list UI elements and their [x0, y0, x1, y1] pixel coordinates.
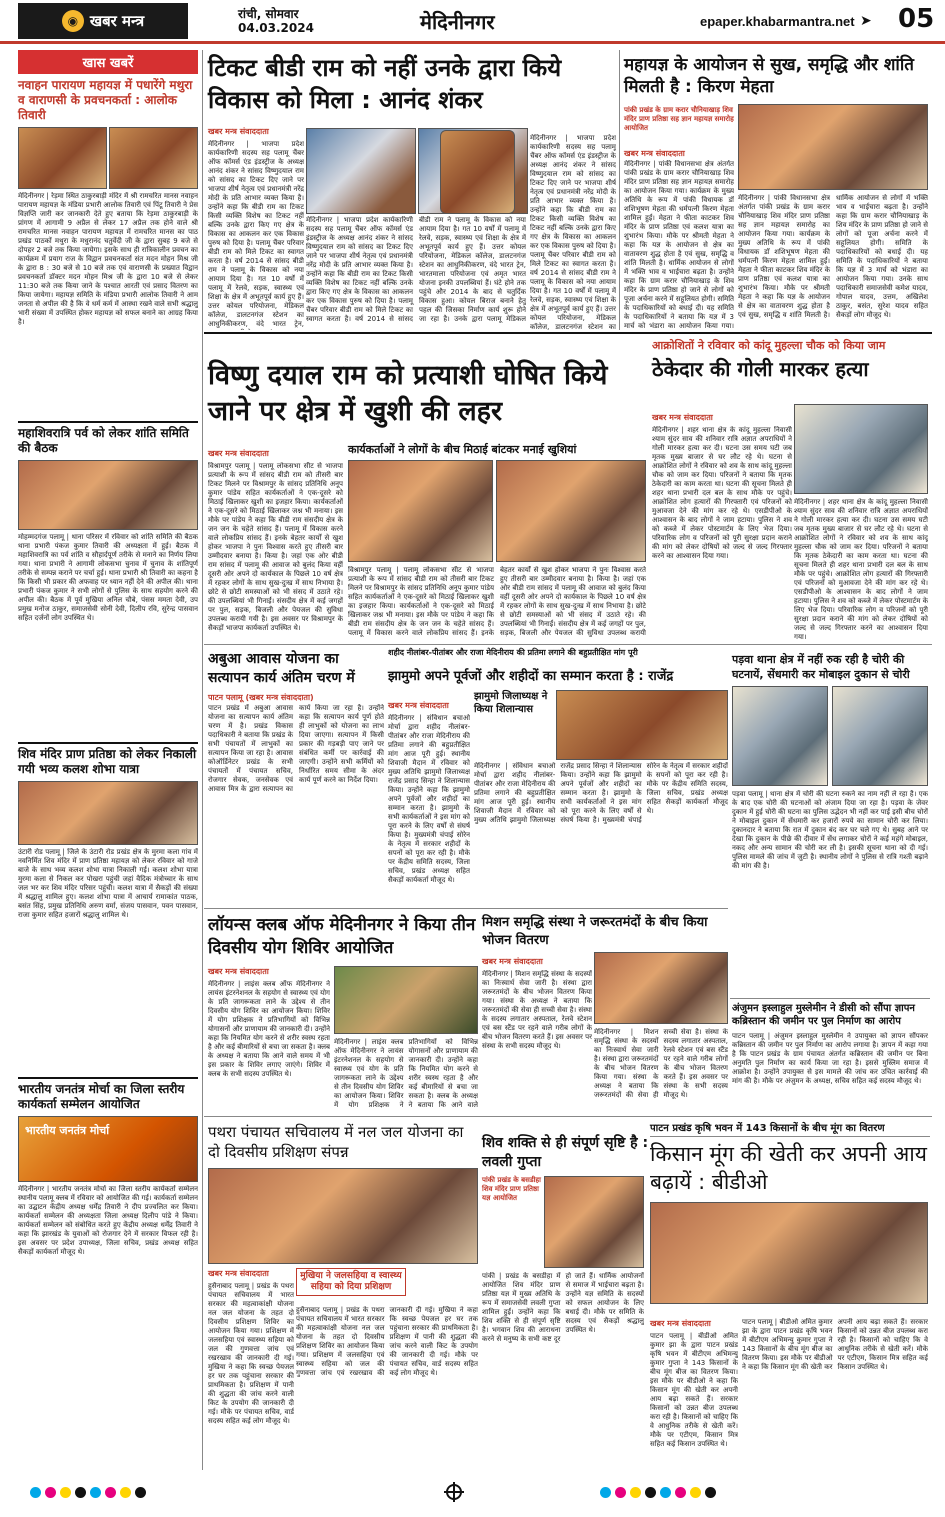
- kisan-body-col1: पाटन पलामू | बीडीओ अमित कुमार झा के द्वारा पाटन प्रखंड कृषि भवन में बीटीएम अभिमन्यु कुमार गुप्ता ने 143 किसानों के बीच मूंग बीज का वितरण किया। इस मौके पर बीडीओ ने कहा कि किसान मूंग की खेती कर अपनी आय बढ़ा सकते हैं। सरकार किसानों को उन्नत बीज उपलब्ध करा रही है। किसानों को चाहिए कि वे आधुनिक तरीके से खेती करें। मौके पर एटीएम, किसान मित्र सहित कई किसान उपस्थित थे।: [650, 1332, 738, 1448]
- kiran-photo: [738, 104, 928, 190]
- murder-body-col1: मेदिनीनगर | शहर थाना क्षेत्र के कांदू मुहल्ला निवासी श्याम सुंदर साव की शनिवार रात्रि अज्ञात अपराधियों ने गोली मारकर हत्या कर दी। घटना उस समय घटी जब मृतक मुख्य बाजार से घर लौट रहे थे। घटना से आक्रोशित लोगों ने रविवार को शव के साथ कांदू मुहल्ला चौक को जाम कर दिया। परिजनों ने बताया कि मृतक ठेकेदारी का काम करता था। घटना की सूचना मिलते ही शहर थाना प्रभारी दल बल के साथ मौके पर पहुंचे। आक्रोशित लोग हत्यारों की गिरफ्तारी एवं परिजनों को मुआवजा देने की मांग कर रहे थे। एसडीपीओ के आश्वासन के बाद लोगों ने जाम हटाया। पुलिस ने शव को कब्जे में लेकर पोस्टमार्टम के लिए भेज दिया। परिवारिक लोग व परिजनों को पूरी सुरक्षा प्रदान कराने की मांग को लेकर दोषियों को जल्द से जल्द गिरफ्तार करने का आश्वासन दिया गया।: [652, 426, 792, 560]
- color-dot: [45, 1487, 56, 1498]
- color-dot: [135, 1487, 146, 1498]
- color-dot: [90, 1487, 101, 1498]
- lead-headline: टिकट बीडी राम को नहीं उनके द्वारा किये विकास को मिला : आनंद शंकर: [208, 54, 562, 114]
- shaheed-byline-wrap: [388, 700, 470, 714]
- section-rule: [204, 644, 932, 645]
- color-dots-right: [600, 1487, 716, 1498]
- shaheed-kicker: शहीद नीलांबर-पीतांबर और राजा मेदिनीराय की प्रतिमा लगाने की बहुप्रतीक्षित मांग पूरी: [388, 648, 638, 657]
- sidebar-column: [18, 50, 198, 1460]
- section-rule: [204, 908, 728, 909]
- shaheed-body-col2: मेदिनीनगर | संविधान बचाओ मोर्चा द्वारा शहीद नीलांबर-पीतांबर और राजा मेदिनीराय की प्रतिमा लगाने की बहुप्रतीक्षित मांग आज पूरी हुई। स्थानीय शिवाजी मैदान में रविवार को मुख्य अतिथि झामुमो जिलाध्यक्ष राजेंद्र प्रसाद सिन्हा ने शिलान्यास किया। उन्होंने कहा कि झामुमो अपने पूर्वजों और शहीदों का सम्मान करता है। झामुमो के सभी कार्यकर्ताओं ने इस मांग को पूरा करने के लिए वर्षों से संघर्ष किया है। मुख्यमंत्री चंपाई सोरेन के नेतृत्व में सरकार शहीदों के सपनों को पूरा कर रही है। मौके पर केंद्रीय समिति सदस्य, जिला सचिव, प्रखंड अध्यक्ष सहित सैकड़ों कार्यकर्ता मौजूद थे।: [474, 762, 728, 824]
- mission-body-col2: मेदिनीनगर | मिशन समृद्धि संस्था के सदस्यों का निःस्वार्थ सेवा जारी है। संस्था द्वारा जरूरतमंदों के बीच भोजन वितरण किया गया। संस्था के अध्यक्ष ने बताया कि जरूरतमंदों की सेवा ही सच्ची सेवा है। संस्था के सदस्य लगातार अस्पताल, रेलवे स्टेशन एवं बस स्टैंड पर रहने वाले गरीब लोगों के बीच भोजन वितरण करते हैं। इस अवसर पर संस्था के सभी सदस्य मौजूद थे।: [594, 1028, 728, 1099]
- lions-byline-wrap: [208, 966, 330, 980]
- mission-body-col1: मेदिनीनगर | मिशन समृद्धि संस्था के सदस्यों का निःस्वार्थ सेवा जारी है। संस्था द्वारा जरूरतमंदों के बीच भोजन वितरण किया गया। संस्था के अध्यक्ष ने बताया कि जरूरतमंदों की सेवा ही सच्ची सेवा है। संस्था के सदस्य लगातार अस्पताल, रेलवे स्टेशन एवं बस स्टैंड पर रहने वाले गरीब लोगों के बीच भोजन वितरण करते हैं। इस अवसर पर संस्था के सभी सदस्य मौजूद थे।: [482, 970, 592, 1050]
- logo-text: खबर मन्त्र: [89, 11, 145, 30]
- color-dot: [120, 1487, 131, 1498]
- lovely-caption: पांकी प्रखंड के बसडीहा शिव मंदिर प्राण प्रतिष्ठा यज्ञ आयोजित: [482, 1176, 541, 1202]
- patan-byline: खबर मन्त्र संवाददाता: [208, 1269, 269, 1278]
- patan-body-col1: हुसैनाबाद पलामू | प्रखंड के पथरा पंचायत सचिवालय में भारत सरकार की महत्वाकांक्षी योजना नल जल योजना के तहत दो दिवसीय प्रशिक्षण शिविर का आयोजन किया गया। प्रशिक्षण में जलसहिया एवं स्वास्थ्य सहिया को जल की गुणवत्ता जांच एवं रखरखाव की जानकारी दी गई। मुखिया ने कहा कि स्वच्छ पेयजल हर घर तक पहुंचाना सरकार की प्राथमिकता है। प्रशिक्षण में पानी की शुद्धता की जांच करने वाली किट के उपयोग की जानकारी दी गई। मौके पर पंचायत सचिव, वार्ड सदस्य सहित कई लोग मौजूद थे।: [208, 1282, 294, 1425]
- mission-byline: खबर मन्त्र संवाददाता: [482, 957, 543, 966]
- lead-photo-anand-shankar: [440, 130, 515, 214]
- kisan-headline: किसान मूंग की खेती कर अपनी आय बढ़ायें : बीडीओ: [650, 1142, 927, 1194]
- edition-name: मेदिनीनगर: [420, 10, 495, 34]
- theft-photo-a: [732, 686, 828, 786]
- murder-byline: खबर मन्त्र संवाददाता: [652, 413, 713, 422]
- logo-mark-icon: ◉: [62, 10, 84, 32]
- color-dot: [675, 1487, 686, 1498]
- color-dot: [30, 1487, 41, 1498]
- color-dot: [660, 1487, 671, 1498]
- sidebar-story-1-headline: नवाहन पारायण महायज्ञ में पधारेंगे मथुरा व वाराणसी के प्रवचनकर्ता : आलोक तिवारी: [18, 78, 193, 122]
- bdram-headline: विष्णु दयाल राम को प्रत्याशी घोषित किये जाने पर क्षेत्र में खुशी की लहर: [208, 360, 608, 427]
- epaper-url[interactable]: epaper.khabarmantra.net: [700, 14, 855, 29]
- lions-body-col1: मेदिनीनगर | लाइंस क्लब ऑफ मेदिनीनगर ने लायंस इंटरनेशनल के सहयोग से स्वास्थ्य एवं योग के प्रति जागरूकता लाने के उद्देश्य से तीन दिवसीय योग शिविर का आयोजन किया। शिविर में योग प्रशिक्षक ने प्रतिभागियों को विभिन्न योगासनों और प्राणायाम की जानकारी दी। उन्होंने कहा कि नियमित योग करने से शरीर स्वस्थ रहता है और कई बीमारियों से बचा जा सकता है। क्लब के अध्यक्ष ने बताया कि आने वाले समय में भी इस प्रकार के शिविर लगाए जाएंगे। शिविर में क्लब के सभी सदस्य उपस्थित थे।: [208, 980, 330, 1078]
- sidebar-story-3-headline: शिव मंदिर प्राण प्रतिष्ठा को लेकर निकाली गयी भव्य कलश शोभा यात्रा: [18, 742, 198, 777]
- column-rule: [619, 50, 620, 330]
- anjuman-headline: अंजुमन इस्लाहुल मुस्लेमीन ने डीसी को सौंपा ज्ञापन कब्रिस्तान की जमीन पर पुल निर्माण का आरोप: [732, 1003, 915, 1027]
- print-registration-bar: [0, 1478, 945, 1506]
- lead-byline-wrap: [208, 126, 304, 140]
- shaheed-byline: खबर मन्त्र संवाददाता: [388, 701, 449, 710]
- newspaper-logo: [18, 3, 188, 39]
- sidebar-story-3-body: उंटारी रोड पलामू | जिले के उंटारी रोड प्रखंड क्षेत्र के मुरमा कला गांव में नवनिर्मित शिव मंदिर में प्राण प्रतिष्ठा महायज्ञ को लेकर रविवार को गाजे बाजे के साथ भव्य कलश शोभा यात्रा निकाली गई। कलश शोभा यात्रा मुरमा कला से निकल कर पोखरा पहुंची जहां वैदिक मंत्रोच्चार के साथ जल भर कर शिव मंदिर परिसर पहुंची। कलश यात्रा में सैकड़ों की संख्या में श्रद्धालु शामिल हुए। कलश शोभा यात्रा में आचार्य रामाकांत पाठक, बसंत सिंह, प्रमुख प्रतिनिधि अरुण वर्मा, संजय पासवान, पवन पासवान, राजा कुमार सहित हजारों श्रद्धालु शामिल थे।: [18, 848, 198, 919]
- murder-headline: ठेकेदार की गोली मारकर हत्या: [652, 357, 869, 381]
- murder-byline-wrap: [652, 412, 792, 426]
- section-rule: [204, 332, 932, 334]
- lions-body-col2: मेदिनीनगर | लाइंस क्लब ऑफ मेदिनीनगर ने लायंस इंटरनेशनल के सहयोग से स्वास्थ्य एवं योग के प्रति जागरूकता लाने के उद्देश्य से तीन दिवसीय योग शिविर का आयोजन किया। शिविर में योग प्रशिक्षक ने प्रतिभागियों को विभिन्न योगासनों और प्राणायाम की जानकारी दी। उन्होंने कहा कि नियमित योग करने से शरीर स्वस्थ रहता है और कई बीमारियों से बचा जा सकता है। क्लब के अध्यक्ष ने बताया कि आने वाले: [334, 1038, 478, 1109]
- color-dot: [75, 1487, 86, 1498]
- dateline-date: 04.03.2024: [238, 20, 314, 35]
- mission-headline: मिशन समृद्धि संस्था ने जरूरतमंदों के बीच किया भोजन वितरण: [482, 915, 708, 948]
- sidebar-story-3-photo: [18, 781, 198, 845]
- bdram-byline: खबर मन्त्र संवाददाता: [208, 449, 269, 458]
- section-rule: [730, 998, 930, 999]
- lions-photo: [334, 966, 478, 1034]
- sidebar-story-2-photo: [18, 460, 198, 530]
- mission-byline-wrap: [482, 956, 592, 970]
- color-dot: [60, 1487, 71, 1498]
- sidebar-story-4-headline: भारतीय जनतंत्र मोर्चा का जिला स्तरीय कार्यकर्ता सम्मेलन आयोजित: [18, 1077, 198, 1112]
- dateline: [238, 7, 314, 35]
- sidebar-label: खास खबरें: [18, 50, 198, 74]
- kisan-byline: खबर मन्त्र संवाददाता: [650, 1319, 711, 1328]
- kisan-body-col2: पाटन पलामू | बीडीओ अमित कुमार झा के द्वारा पाटन प्रखंड कृषि भवन में बीटीएम अभिमन्यु कुमार गुप्ता ने 143 किसानों के बीच मूंग बीज का वितरण किया। इस मौके पर बीडीओ ने कहा कि किसान मूंग की खेती कर अपनी आय बढ़ा सकते हैं। सरकार किसानों को उन्नत बीज उपलब्ध करा रही है। किसानों को चाहिए कि वे आधुनिक तरीके से खेती करें। मौके पर एटीएम, किसान मित्र सहित कई किसान उपस्थित थे।: [742, 1318, 928, 1371]
- theft-body: पड़वा पलामू | थाना क्षेत्र में चोरी की घटना रुकने का नाम नहीं ले रहा है। एक के बाद एक चोरी की घटनाओं को अंजाम दिया जा रहा है। पड़वा के जेवर दुकान में हुई चोरी की घटना का पुलिस उद्भेदन भी नहीं कर पाई इसी बीच चोरों ने मोबाइल दुकान में सेंधमारी कर हजारों रुपये का सामान चोरी कर लिया। दुकानदार ने बताया कि रात में दुकान बंद कर घर चले गए थे। सुबह आने पर देखा कि दुकान के पीछे की दीवार में सेंध लगाकर चोरों ने कई महंगे मोबाइल, नकद और अन्य सामान की चोरी कर ली है। इसकी सूचना थाना को दी गई। पुलिस मामले की जांच में जुटी है। स्थानीय लोगों ने पुलिस से रात्रि गश्ती बढ़ाने की मांग की है।: [732, 790, 928, 870]
- bdram-byline-wrap: [208, 448, 338, 462]
- registration-mark-icon: [446, 1484, 462, 1500]
- patan-byline-wrap: [208, 1268, 294, 1282]
- color-dot: [105, 1487, 116, 1498]
- masthead: [0, 0, 945, 44]
- lions-byline: खबर मन्त्र संवाददाता: [208, 967, 269, 976]
- bdram-photo-a: [348, 460, 493, 562]
- patan-headline: पथरा पंचायत सचिवालय में नल जल योजना का दो दिवसीय प्रशिक्षण संपन्न: [208, 1123, 464, 1161]
- bdram-body-col2: विश्रामपुर पलामू | पलामू लोकसभा सीट से भाजपा प्रत्याशी के रूप में सांसद बीडी राम को तीसरी बार टिकट मिलने पर विश्रामपुर के सांसद प्रतिनिधि अनूप कुमार पांडेय सहित कार्यकर्ताओं ने एक-दूसरे को मिठाई खिलाकर खुशी का इजहार किया। कार्यकर्ताओं ने एक-दूसरे को मिठाई खिलाकर जश्न भी मनाया। इस मौके पर पांडेय ने कहा कि बीडी राम संसदीय क्षेत्र के जन जन के चहेते सांसद हैं। पलामू में विकास करने वाले लोकप्रिय सांसद हैं। इनके बेहतर कार्यों से खुश होकर भाजपा ने पुनः विश्वास करते हुए तीसरी बार उम्मीदवार बनाया है। किया है। जहां एक ओर बीडी राम सांसद में पलामू की आवाज को बुलंद किया वहीं दूसरी ओर अपने दो कार्यकाल के पिछले 10 वर्ष क्षेत्र में रहकर लोगों के साथ सुख-दुःख में साथ निभाया है। छोटे से छोटी समस्याओं को भी संसद में उठाते रहे। की उपलब्धियां भी गिनाईं। संसदीय क्षेत्र में कई जगहों पर पुल, सड़क, बिजली और पेयजल की सुविधा उपलब्ध करायी: [348, 566, 646, 637]
- color-dot: [645, 1487, 656, 1498]
- lovely-body: पांकी | प्रखंड के बसडीहा में आयोजित शिव मंदिर प्राण प्रतिष्ठा यज्ञ में मुख्य अतिथि के रूप में समाजसेवी लवली गुप्ता शामिल हुईं। उन्होंने कहा कि शिव शक्ति से ही संपूर्ण सृष्टि है। भगवान शिव की आराधना करने से मनुष्य के सभी कष्ट दूर हो जाते हैं। धार्मिक आयोजनों से समाज में भाईचारा बढ़ता है। उन्होंने यज्ञ समिति के सदस्यों को सफल आयोजन के लिए बधाई दी। मौके पर समिति के सदस्य एवं सैकड़ों श्रद्धालु उपस्थित थे।: [482, 1272, 644, 1343]
- color-dots-left: [30, 1487, 146, 1498]
- sidebar-story-4-photo: [18, 1116, 198, 1182]
- color-dot: [615, 1487, 626, 1498]
- kisan-kicker: पाटन प्रखंड कृषि भवन में 143 किसानों के बीच मूंग का वितरण: [650, 1120, 930, 1137]
- lions-headline: लॉयन्स क्लब ऑफ मेदिनीनगर ने किया तीन दिवसीय योग शिविर आयोजित: [208, 915, 476, 958]
- page-number: 05: [898, 4, 935, 34]
- kiran-headline: महायज्ञ के आयोजन से सुख, समृद्धि और शांति मिलती है : किरण मेहता: [624, 55, 914, 97]
- sidebar-story-1-body: मेदिनीनगर | रेड़मा स्थित ठाकुरबाड़ी मंदिर में श्री रामचरित मानस नवाहन पारायण महायज्ञ के मंडिया प्रभारी आलोक तिवारी एवं पिंटू तिवारी ने प्रेस विज्ञप्ति जारी कर जानकारी देते हुए बताया कि रेड़मा ठाकुरबाड़ी के प्रांगण में आगामी 9 अप्रैल से लेकर 17 अप्रैल तक होने वाले श्री रामचरित मानस नवाहन पारायण महायज्ञ में रामचरित मानस का पाठ प्रखंड पाठकों मथुरा के मधुरानंद चतुर्वेदी जी के द्वारा सुबह 9 बजे से दोपहर 2 बजे तक किया जायेगा। इसके साथ ही रात्रिकालीन प्रवचन का कार्यक्रम में प्रयाग राज के विद्वान प्रवचनकर्ता संत मदन मोहन मिश्र जी के द्वारा 8 : 30 बजे से 10 बजे तक एवं वाराणसी के प्रख्यात विद्वान प्रवचनकर्ता डॉक्टर मदन मोहन मिश्र जी के द्वारा 10 बजे से लेकर 11:30 बजे तक किया जाने के पश्चात आरती एवं प्रसाद वितरण का किया जायेगा। महायज्ञ समिति के मंडिया प्रभारी आलोक तिवारी ने आम जनता से अपील की है कि वे धर्म कर्म में आस्था रखने वाले सभी श्रद्धालु भारी संख्या में उपस्थित होकर महायज्ञ को सफल बनाने का आग्रह किया है।: [18, 192, 198, 326]
- lead-body-col3: मेदिनीनगर | भाजपा प्रदेश कार्यकारिणी सदस्य सह पलामू चैंबर ऑफ कॉमर्स एंड इंडस्ट्रीज के अध्यक्ष आनंद शंकर ने सांसद विष्णुदयाल राम को सांसद का टिकट दिए जाने पर भाजपा शीर्ष नेतृत्व एवं प्रधानमंत्री नरेंद्र मोदी के प्रति आभार व्यक्त किया है। उन्होंने कहा कि बीडी राम का टिकट किसी व्यक्ति विशेष का टिकट नहीं बल्कि उनके द्वारा किए गए क्षेत्र के विकास का आकलन कर एक विकास पुरुष को दिया है। पलामू चैंबर परिवार बीडी राम को मिले टिकट का स्वागत करता है। वर्ष 2014 से सांसद बीडी राम ने पलामू के विकास को नया आयाम दिया है। गत 10 वर्षों में पलामू में रेलवे, सड़क, स्वास्थ्य एवं शिक्षा के क्षेत्र में अभूतपूर्व कार्य हुए हैं। उत्तर कोयल परियोजना, मेडिकल कॉलेज, डालटनगंज स्टेशन का: [530, 134, 616, 330]
- color-dot: [690, 1487, 701, 1498]
- lovely-headline: शिव शक्ति से ही संपूर्ण सृष्टि है : लवली गुप्ता: [482, 1135, 649, 1170]
- patan-photo: [208, 1168, 478, 1264]
- dateline-city: रांची, सोमवार: [238, 6, 299, 21]
- bdram-photo-b: [496, 460, 646, 562]
- awas-body: पाटन प्रखंड में अबुआ आवास योजना का सत्यापन कार्य अंतिम चरण में है। प्रखंड विकास पदाधिकारी ने बताया कि प्रखंड के सभी पंचायतों में लाभुकों का सत्यापन किया जा रहा है। आवास कोऑर्डिनेटर प्रखंड के सभी पंचायतों में पंचायत सचिव, रोजगार सेवक, जनसेवक एवं आवास मित्र के द्वारा सत्यापन का कार्य किया जा रहा है। उन्होंने कहा कि सत्यापन कार्य पूर्ण होते ही लाभुकों को योजना का लाभ दिया जाएगा। सत्यापन में किसी प्रकार की गड़बड़ी पाए जाने पर संबंधित कर्मी पर कार्रवाई की जाएगी। उन्होंने सभी कर्मियों को निर्धारित समय सीमा के अंदर कार्य पूर्ण करने का निर्देश दिया।: [208, 704, 384, 793]
- section-rule: [204, 1116, 932, 1117]
- lovely-photo: [544, 1176, 644, 1268]
- kiran-body-col1: मेदिनीनगर | पांकी विधानसभा क्षेत्र अंतर्गत पांकी प्रखंड के ग्राम करार चौनियाखाड़ शिव मंदिर प्राण प्रतिष्ठा सह ज्ञान महायज्ञ समारोह का आयोजन किया गया। कार्यक्रम के मुख्य अतिथि के रूप में पांकी विधायक डॉ शशिभूषण मेहता की धर्मपत्नी किरण मेहता शामिल हुईं। मेहता ने फीता काटकर शिव मंदिर के प्राण प्रतिष्ठा एवं कलश यात्रा का शुभारंभ किया। मौके पर श्रीमती मेहता ने कहा कि यज्ञ के आयोजन से क्षेत्र का वातावरण शुद्ध होता है एवं सुख, समृद्धि व शांति मिलती है। धार्मिक आयोजन से लोगों में भक्ति भाव व भाईचारा बढ़ता है। उन्होंने कहा कि ग्राम करार चौनियाखाड़ के शिव मंदिर के प्राण प्रतिष्ठा हो जाने से लोगों को पूजा अर्चना करने में सहूलियत होगी। समिति के पदाधिकारियों को बधाई दी। यह समिति के पदाधिकारियों ने बताया कि यज्ञ में 3 मार्च को भंडारा का आयोजन किया गया।: [624, 160, 734, 330]
- kisan-photo: [650, 1202, 928, 1304]
- sidebar-story-1-photo-b: [109, 127, 198, 189]
- shaheed-headline: झामुमो अपने पूर्वजों और शहीदों का सम्मान करता है : राजेंद्र: [388, 669, 674, 684]
- lead-body-col2: मेदिनीनगर | भाजपा प्रदेश कार्यकारिणी सदस्य सह पलामू चैंबर ऑफ कॉमर्स एंड इंडस्ट्रीज के अध्यक्ष आनंद शंकर ने सांसद विष्णुदयाल राम को सांसद का टिकट दिए जाने पर भाजपा शीर्ष नेतृत्व एवं प्रधानमंत्री नरेंद्र मोदी के प्रति आभार व्यक्त किया है। उन्होंने कहा कि बीडी राम का टिकट किसी व्यक्ति विशेष का टिकट नहीं बल्कि उनके द्वारा किए गए क्षेत्र के विकास का आकलन कर एक विकास पुरुष को दिया है। पलामू चैंबर परिवार बीडी राम को मिले टिकट का स्वागत करता है। वर्ष 2014 से सांसद बीडी राम ने पलामू के विकास को नया आयाम दिया है। गत 10 वर्षों में पलामू में रेलवे, सड़क, स्वास्थ्य एवं शिक्षा के क्षेत्र में अभूतपूर्व कार्य हुए हैं। उत्तर कोयल परियोजना, मेडिकल कॉलेज, डालटनगंज स्टेशन का आधुनिकीकरण, वंदे भारत ट्रेन, भारतमाला परियोजना एवं अमृत भारत योजना इनकी उपलब्धियां हैं। घंटे होने तक पहुंचे और 2014 के बाद से चतुर्दिक विकास हुआ। कोयल बिराज बनाने हेतु पहल की जिसका निर्माण कार्य शुरू होने जा रहा है। उनके द्वारा पलामू मेडिकल: [306, 216, 526, 323]
- cursor-icon: ➤: [860, 13, 872, 29]
- mission-photo: [594, 952, 728, 1024]
- bdram-body-col1: विश्रामपुर पलामू | पलामू लोकसभा सीट से भाजपा प्रत्याशी के रूप में सांसद बीडी राम को तीसरी बार टिकट मिलने पर विश्रामपुर के सांसद प्रतिनिधि अनूप कुमार पांडेय सहित कार्यकर्ताओं ने एक-दूसरे को मिठाई खिलाकर खुशी का इजहार किया। कार्यकर्ताओं ने एक-दूसरे को मिठाई खिलाकर जश्न भी मनाया। इस मौके पर पांडेय ने कहा कि बीडी राम संसदीय क्षेत्र के जन जन के चहेते सांसद हैं। पलामू में विकास करने वाले लोकप्रिय सांसद हैं। इनके बेहतर कार्यों से खुश होकर भाजपा ने पुनः विश्वास करते हुए तीसरी बार उम्मीदवार बनाया है। किया है। जहां एक ओर बीडी राम सांसद में पलामू की आवाज को बुलंद किया वहीं दूसरी ओर अपने दो कार्यकाल के पिछले 10 वर्ष क्षेत्र में रहकर लोगों के साथ सुख-दुःख में साथ निभाया है। छोटे से छोटी समस्याओं को भी संसद में उठाते रहे। की उपलब्धियां भी गिनाईं। संसदीय क्षेत्र में कई जगहों पर पुल, सड़क, बिजली और पेयजल की सुविधा उपलब्ध करायी गयी है। इस अवसर पर विश्रामपुर के सैकड़ों भाजपा कार्यकर्ता उपस्थित थे।: [208, 462, 343, 632]
- lead-byline: खबर मन्त्र संवाददाता: [208, 127, 269, 136]
- color-dot: [630, 1487, 641, 1498]
- theft-headline: पड़वा थाना क्षेत्र में नहीं रुक रही है चोरी की घटनायें, सेंधमारी कर मोबाइल दुकान से चोरी: [732, 653, 910, 681]
- shaheed-body-col1: मेदिनीनगर | संविधान बचाओ मोर्चा द्वारा शहीद नीलांबर-पीतांबर और राजा मेदिनीराय की प्रतिमा लगाने की बहुप्रतीक्षित मांग आज पूरी हुई। स्थानीय शिवाजी मैदान में रविवार को मुख्य अतिथि झामुमो जिलाध्यक्ष राजेंद्र प्रसाद सिन्हा ने शिलान्यास किया। उन्होंने कहा कि झामुमो अपने पूर्वजों और शहीदों का सम्मान करता है। झामुमो के सभी कार्यकर्ताओं ने इस मांग को पूरा करने के लिए वर्षों से संघर्ष किया है। मुख्यमंत्री चंपाई सोरेन के नेतृत्व में सरकार शहीदों के सपनों को पूरा कर रही है। मौके पर केंद्रीय समिति सदस्य, जिला सचिव, प्रखंड अध्यक्ष सहित सैकड़ों कार्यकर्ता मौजूद थे।: [388, 714, 470, 884]
- sidebar-story-2-headline: महाशिवरात्रि पर्व को लेकर शांति समिति की बैठक: [18, 421, 198, 456]
- sidebar-story-4-body: मेदिनीनगर | भारतीय जनतंत्र मोर्चा का जिला स्तरीय कार्यकर्ता सम्मेलन स्थानीय पलामू क्लब में रविवार को आयोजित की गई। कार्यकर्ता सम्मेलन का उद्घाटन केंद्रीय अध्यक्ष धर्मेंद्र तिवारी ने दीप प्रज्वलित कर किया। कार्यकर्ता सम्मेलन की अध्यक्षता जिला अध्यक्ष दिलीप पांडे ने किया। कार्यकर्ता सम्मेलन को संबोधित करते हुए केंद्रीय अध्यक्ष धर्मेंद्र तिवारी ने कहा कि झारखंड के युवाओं को रोजगार देने में सरकार विफल रही है। इस अवसर पर प्रदेश उपाध्यक्ष, जिला सचिव, प्रखंड अध्यक्ष सहित सैकड़ों कार्यकर्ता मौजूद थे।: [18, 1185, 198, 1256]
- patan-box-title: मुखिया ने जलसहिया व स्वास्थ्य सहिया को दिया प्रशिक्षण: [296, 1268, 406, 1296]
- lead-photo-modi: [306, 128, 416, 214]
- awas-headline: अबुआ आवास योजना का सत्यापन कार्य अंतिम चरण में: [208, 651, 355, 686]
- murder-kicker: आक्रोशितों ने रविवार को कांदू मुहल्ला चौक को किया जाम: [652, 339, 886, 352]
- kiran-caption: पांकी प्रखंड के ग्राम करार चौनियाखाड़ शिव मंदिर प्राण प्रतिष्ठा सह ज्ञान महायज्ञ समारोह आयोजित: [624, 106, 734, 132]
- kiran-byline: खबर मन्त्र संवाददाता: [624, 149, 685, 158]
- color-dot: [705, 1487, 716, 1498]
- shaheed-sidebar-caption: झामुमो जिलाध्यक्ष ने किया शिलान्यास: [474, 691, 548, 715]
- awas-byline: पाटन पलामू (खबर मन्त्र संवाददाता): [208, 693, 314, 702]
- sidebar-story-2-body: मोहम्मदगंज पलामू | थाना परिसर में रविवार को शांति समिति की बैठक थाना प्रभारी पंकज कुमार तिवारी की अध्यक्षता में हुई। बैठक में महाशिवरात्रि का पर्व शांति व सौहार्दपूर्ण तरीके से मनाने का निर्णय लिया गया। थाना प्रभारी ने आगामी लोकसभा चुनाव में चुनाव के शांतिपूर्ण तरीके से सम्पन्न कराने पर चर्चा हुई। थाना प्रभारी श्री तिवारी का कहना है कि किसी भी प्रकार की अफवाह पर ध्यान नहीं देने की अपील की। थाना प्रभारी पंकज कुमार ने सभी लोगों से पुलिस के साथ सहयोग करने की अपील की। बैठक में पूर्व मुखिया अनिल चौबे, पंसस ममता देवी, उप प्रमुख मनोज ठाकुर, समाजसेवी सोनी देवी, दिलीप रवि, सुरेन्द्र पासवान सहित दर्जनों लोग उपस्थित थे।: [18, 533, 198, 622]
- sidebar-story-1-photo-a: [18, 127, 107, 189]
- patan-body-col2: हुसैनाबाद पलामू | प्रखंड के पथरा पंचायत सचिवालय में भारत सरकार की महत्वाकांक्षी योजना नल जल योजना के तहत दो दिवसीय प्रशिक्षण शिविर का आयोजन किया गया। प्रशिक्षण में जलसहिया एवं स्वास्थ्य सहिया को जल की गुणवत्ता जांच एवं रखरखाव की जानकारी दी गई। मुखिया ने कहा कि स्वच्छ पेयजल हर घर तक पहुंचाना सरकार की प्राथमिकता है। प्रशिक्षण में पानी की शुद्धता की जांच करने वाली किट के उपयोग की जानकारी दी गई। मौके पर पंचायत सचिव, वार्ड सदस्य सहित कई लोग मौजूद थे।: [296, 1306, 478, 1377]
- lead-body-col1: मेदिनीनगर | भाजपा प्रदेश कार्यकारिणी सदस्य सह पलामू चैंबर ऑफ कॉमर्स एंड इंडस्ट्रीज के अध्यक्ष आनंद शंकर ने सांसद विष्णुदयाल राम को सांसद का टिकट दिए जाने पर भाजपा शीर्ष नेतृत्व एवं प्रधानमंत्री नरेंद्र मोदी के प्रति आभार व्यक्त किया है। उन्होंने कहा कि बीडी राम का टिकट किसी व्यक्ति विशेष का टिकट नहीं बल्कि उनके द्वारा किए गए क्षेत्र के विकास का आकलन कर एक विकास पुरुष को दिया है। पलामू चैंबर परिवार बीडी राम को मिले टिकट का स्वागत करता है। वर्ष 2014 से सांसद बीडी राम ने पलामू के विकास को नया आयाम दिया है। गत 10 वर्षों में पलामू में रेलवे, सड़क, स्वास्थ्य एवं शिक्षा के क्षेत्र में अभूतपूर्व कार्य हुए हैं। उत्तर कोयल परियोजना, मेडिकल कॉलेज, डालटनगंज स्टेशन का आधुनिकीकरण, वंदे भारत ट्रेन,: [208, 140, 304, 328]
- bdram-subhead: कार्यकर्ताओं ने लोगों के बीच मिठाई बांटकर मनाई खुशियां: [348, 443, 577, 456]
- color-dot: [600, 1487, 611, 1498]
- murder-body-col2: मेदिनीनगर | शहर थाना क्षेत्र के कांदू मुहल्ला निवासी श्याम सुंदर साव की शनिवार रात्रि अज्ञात अपराधियों ने गोली मारकर हत्या कर दी। घटना उस समय घटी जब मृतक मुख्य बाजार से घर लौट रहे थे। घटना से आक्रोशित लोगों ने रविवार को शव के साथ कांदू मुहल्ला चौक को जाम कर दिया। परिजनों ने बताया कि मृतक ठेकेदारी का काम करता था। घटना की सूचना मिलते ही शहर थाना प्रभारी दल बल के साथ मौके पर पहुंचे। आक्रोशित लोग हत्यारों की गिरफ्तारी एवं परिजनों को मुआवजा देने की मांग कर रहे थे। एसडीपीओ के आश्वासन के बाद लोगों ने जाम हटाया। पुलिस ने शव को कब्जे में लेकर पोस्टमार्टम के लिए भेज दिया। परिवारिक लोग व परिजनों को पूरी सुरक्षा प्रदान कराने की मांग को लेकर दोषियों को जल्द से जल्द गिरफ्तार करने का आश्वासन दिया गया।: [794, 498, 928, 640]
- sidebar-story-4-banner: भारतीय जनतंत्र मोर्चा: [25, 1124, 110, 1137]
- murder-photo: [794, 404, 928, 494]
- column-rule: [202, 50, 203, 1470]
- kiran-body-col2: मेदिनीनगर | पांकी विधानसभा क्षेत्र अंतर्गत पांकी प्रखंड के ग्राम करार चौनियाखाड़ शिव मंदिर प्राण प्रतिष्ठा सह ज्ञान महायज्ञ समारोह का आयोजन किया गया। कार्यक्रम के मुख्य अतिथि के रूप में पांकी विधायक डॉ शशिभूषण मेहता की धर्मपत्नी किरण मेहता शामिल हुईं। मेहता ने फीता काटकर शिव मंदिर के प्राण प्रतिष्ठा एवं कलश यात्रा का शुभारंभ किया। मौके पर श्रीमती मेहता ने कहा कि यज्ञ के आयोजन से क्षेत्र का वातावरण शुद्ध होता है एवं सुख, समृद्धि व शांति मिलती है। धार्मिक आयोजन से लोगों में भक्ति भाव व भाईचारा बढ़ता है। उन्होंने कहा कि ग्राम करार चौनियाखाड़ के शिव मंदिर के प्राण प्रतिष्ठा हो जाने से लोगों को पूजा अर्चना करने में सहूलियत होगी। समिति के पदाधिकारियों को बधाई दी। यह समिति के पदाधिकारियों ने बताया कि यज्ञ में 3 मार्च को भंडारा का आयोजन किया गया। उनके साथ पदाधिकारी समाजसेवी कमेश यादव, गोपाल यादव, उत्तम, अखिलेश ठाकुर, बसंत, सुरेश यादव सहित सैकड़ों लोग मौजूद थे।: [738, 194, 928, 319]
- theft-photo-b: [832, 686, 928, 786]
- kisan-byline-wrap: [650, 1318, 738, 1332]
- shaheed-photo: [556, 690, 728, 760]
- anjuman-body: पाटन पलामू | अंजुमन इस्लाहुल मुस्लेमीन ने उपायुक्त को ज्ञापन सौंपकर कब्रिस्तान की जमीन पर पुल निर्माण का आरोप लगाया है। ज्ञापन में कहा गया है कि पाटन प्रखंड के ग्राम पंचायत अंतर्गत कब्रिस्तान की जमीन पर बिना अनुमति पुल निर्माण का कार्य किया जा रहा है। इससे मुस्लिम समाज में आक्रोश है। उन्होंने उपायुक्त से इस मामले की जांच कर उचित कार्रवाई की मांग की है। मौके पर अंजुमन के अध्यक्ष, सचिव सहित कई सदस्य मौजूद थे।: [732, 1032, 928, 1085]
